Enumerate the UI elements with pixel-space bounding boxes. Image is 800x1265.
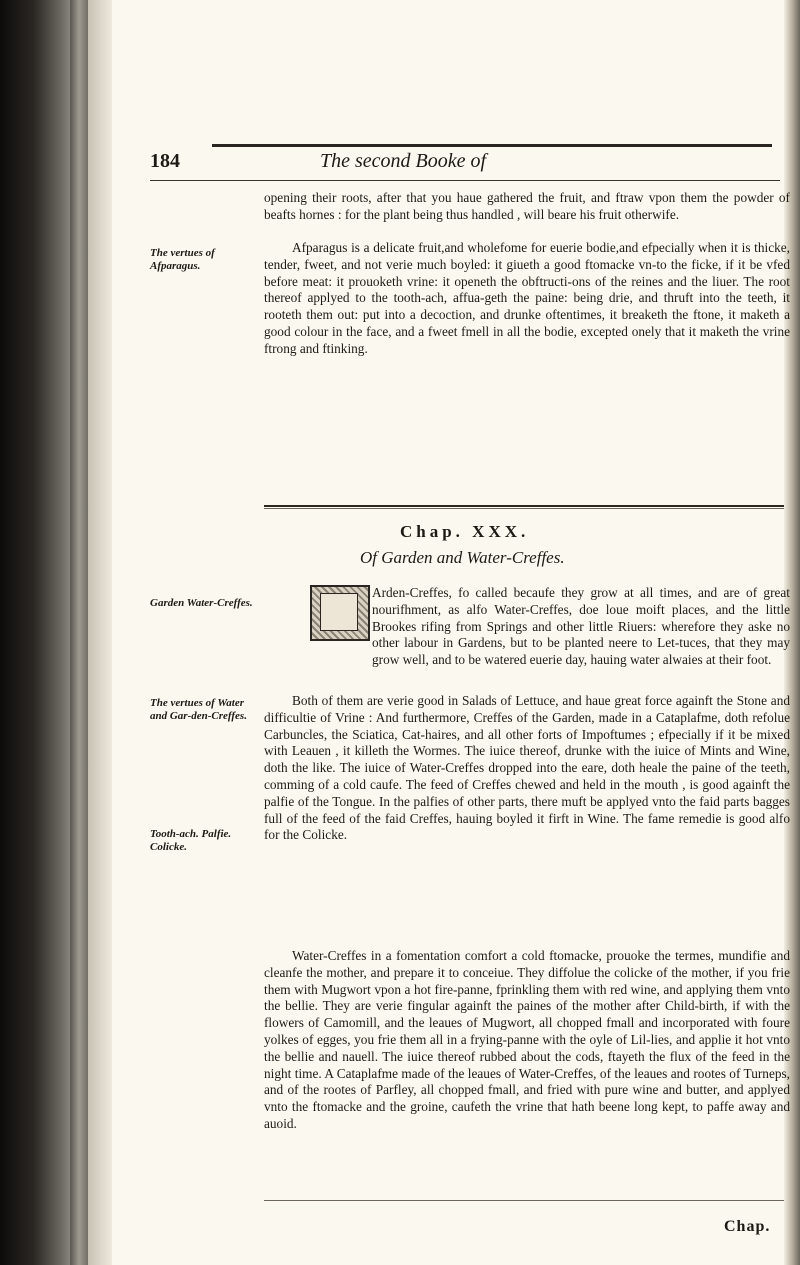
page-number: 184: [150, 150, 180, 172]
catchword: Chap.: [724, 1218, 771, 1235]
paragraph-cresses-intro: [264, 585, 790, 669]
book-spine: [0, 0, 112, 1265]
bottom-rule: [264, 1200, 784, 1201]
section-rule: [264, 505, 784, 507]
margin-note-asparagus: The vertues of Afparagus.: [150, 247, 215, 272]
running-title: The second Booke of: [320, 150, 487, 172]
spine-fold: [70, 0, 88, 1265]
paragraph-1: opening their roots, after that you haue gathered the fruit, and ftraw vpon them the powder of beafts hornes : for the plant being thus handled , will beare his fruit otherwife.: [264, 190, 790, 222]
chapter-title: Of Garden and Water-Creffes.: [360, 548, 565, 567]
head-rule: [150, 180, 780, 181]
paragraph-asparagus: Afparagus is a delicate fruit,and wholefome for euerie bodie,and efpecially when it is thicke, tender, fweet, and not verie much boyled: it giueth a good ftomacke vn-to the ficke, if it be vfed before meat: it prouoketh vrine: it openeth the obftructi-ons of the reines and the liuer. The root thereof applyed to the tooth-ach, affua-geth the paine: being drie, and thruft into the teeth, it rooteth them out: put into a decoction, and drunke oftentimes, it breaketh the ftone, it maketh a good colour in the face, and a fweet fmell in all the bodie, excepted onely that it maketh the vrine ftrong and ftinking.: [264, 240, 790, 356]
paragraph-cresses-vertues: Both of them are verie good in Salads of Lettuce, and haue great force againft the Stone and difficultie of Vrine : And furthermore, Creffes of the Garden, made in a Cataplafme, doth refolue Carbuncles, the Sciatica, Cat-haires, and all other forts of Impoftumes ; efpecially if it be mixed with Leauen , it killeth the Wormes. The iuice thereof, drunke with the iuice of Mints and Wine, doth the like. The iuice of Water-Creffes dropped into the eare, doth heale the paine of the teeth, comming of a cold caufe. The feed of Creffes chewed and held in the mouth , is good againft the palfie of the Tongue. In the palfies of other parts, there muft be applyed vnto the faid parts bagges full of the feed of the faid Creffes, hauing boyled it firft in Wine. The fame remedie is good alfo for the Colicke.: [264, 693, 790, 843]
running-head: [150, 150, 780, 178]
paragraph-cresses-text: Arden-Creffes, fo called becaufe they grow at all times, and are of great nourifhment, as alfo Water-Creffes, doe loue moift places, and the little Brookes rifing from Springs and other little Riuers: wherefore they aske no other labour in Gardens, but to be planted neere to Let-tuces, that they may grow well, and to be watered euerie day, hauing water alwaies at their foot.: [372, 585, 790, 668]
chapter-heading: Chap. XXX.: [400, 522, 530, 541]
margin-note-ailments: Tooth-ach. Palfie. Colicke.: [150, 828, 232, 853]
section-rule-thin: [264, 508, 784, 509]
book-page: [150, 0, 790, 1265]
margin-note-vertues: The vertues of Water and Gar-den-Creffes.: [150, 697, 247, 722]
paragraph-water-cresses: Water-Creffes in a fomentation comfort a cold ftomacke, prouoke the termes, mundifie and cleanfe the mother, and prepare it to conceiue. They diffolue the colicke of the mother, if you frie them with Mugwort vpon a hot fire-panne, fprinkling them with red wine, and applying them vnto the bellie. They are verie fingular againft the paines of the mother after Child-birth, if with the flowers of Camomill, and the leaues of Mugwort, all chopped fmall and incorporated with foure yolkes of egges, you frie them all in a frying-panne with the oyle of Lil-lies, and applie it hot vnto the bellie and nauell. The iuice thereof rubbed about the cods, ftayeth the flux of the feed in the night time. A Cataplafme made of the leaues of Water-Creffes, of the leaues and rootes of Turneps, and of the rootes of Parfley, all chopped fmall, and fried with pure wine and butter, and applyed vnto the ftomacke and the groine, caufeth the vrine that hath beene long kept, to paffe away and auoid.: [264, 948, 790, 1131]
margin-note-garden-cresses: Garden Water-Creffes.: [150, 597, 253, 609]
